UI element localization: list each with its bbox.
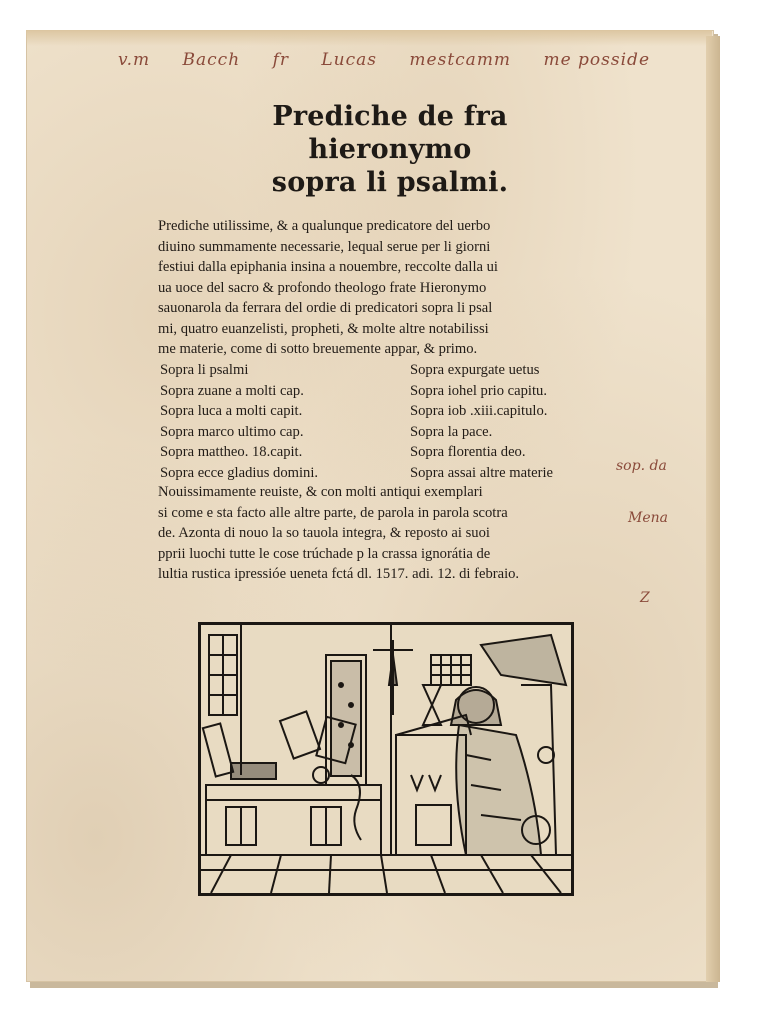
text-line: lultia rustica ipressióe ueneta fctá dl. 1517. adi. 12. di febraio. [158, 566, 520, 582]
text-line: si come e sta facto alle altre parte, de parola in parola scotra [158, 504, 508, 521]
inscription-word: me posside [543, 50, 650, 70]
inscription-word: v.m [118, 50, 151, 70]
contents-entry: Sopra florentia deo. [410, 444, 526, 460]
contents-entry: Sopra assai altre materie [410, 464, 554, 481]
text-line: me materie, come di sotto breuemente appar, & primo. [158, 341, 478, 357]
woodcut-illustration [198, 622, 574, 896]
text-line: sauonarola da ferrara del ordie di predicatori sopra li psal [158, 300, 493, 316]
inscription-word: Bacch [182, 50, 241, 70]
contents-entry: Sopra mattheo. 18.capit. [160, 444, 303, 460]
ownership-inscription [118, 50, 698, 78]
text-line: Nouissimamente reuiste, & con molti antiqui exemplari [158, 484, 483, 500]
intro-paragraph [158, 216, 608, 360]
page-top-stain [26, 30, 712, 46]
inscription-word: mestcamm [409, 50, 512, 70]
list-item [160, 360, 610, 381]
margin-note: Mena [628, 510, 668, 526]
contents-entry: Sopra ecce gladius domini. [160, 464, 319, 481]
colophon-paragraph [158, 482, 608, 585]
text-line: pprii luochi tutte le cose trúchade p la crassa ignorátia de [158, 545, 491, 562]
margin-note: Z [640, 590, 650, 606]
contents-entry: Sopra expurgate uetus [410, 362, 540, 378]
text-line: ua uoce del sacro & profondo theologo frate Hieronymo [158, 279, 487, 296]
contents-entry: Sopra luca a molti capit. [160, 403, 303, 419]
contents-list [160, 360, 610, 483]
page-title [190, 100, 590, 199]
page-edge [706, 36, 720, 982]
text-line: de. Azonta di nouo la so tauola integra, & reposto ai suoi [158, 525, 490, 541]
contents-entry: Sopra iob .xiii.capitulo. [410, 403, 548, 419]
margin-note: sop. da [616, 458, 667, 474]
text-line: Prediche utilissime, & a qualunque predicatore del uerbo [158, 218, 491, 234]
contents-entry: Sopra zuane a molti cap. [160, 382, 304, 399]
list-item [160, 381, 610, 402]
contents-entry: Sopra marco ultimo cap. [160, 423, 304, 440]
list-item [160, 442, 610, 463]
contents-entry: Sopra la pace. [410, 423, 493, 440]
list-item [160, 463, 610, 484]
contents-entry: Sopra li psalmi [160, 362, 249, 378]
text-line: diuino summamente necessarie, lequal serue per li giorni [158, 238, 491, 255]
woodcut-scholar-in-study [201, 625, 571, 893]
title-line: Prediche de fra hieronymo [272, 101, 508, 165]
contents-entry: Sopra iohel prio capitu. [410, 382, 547, 399]
list-item [160, 401, 610, 422]
text-line: festiui dalla epiphania insina a nouembre, reccolte dalla ui [158, 259, 498, 275]
inscription-word: Lucas [321, 50, 378, 70]
text-line: mi, quatro euanzelisti, propheti, & molte altre notabilissi [158, 320, 489, 337]
inscription-word: fr [272, 50, 289, 70]
title-line: sopra li psalmi. [271, 167, 509, 198]
list-item [160, 422, 610, 443]
